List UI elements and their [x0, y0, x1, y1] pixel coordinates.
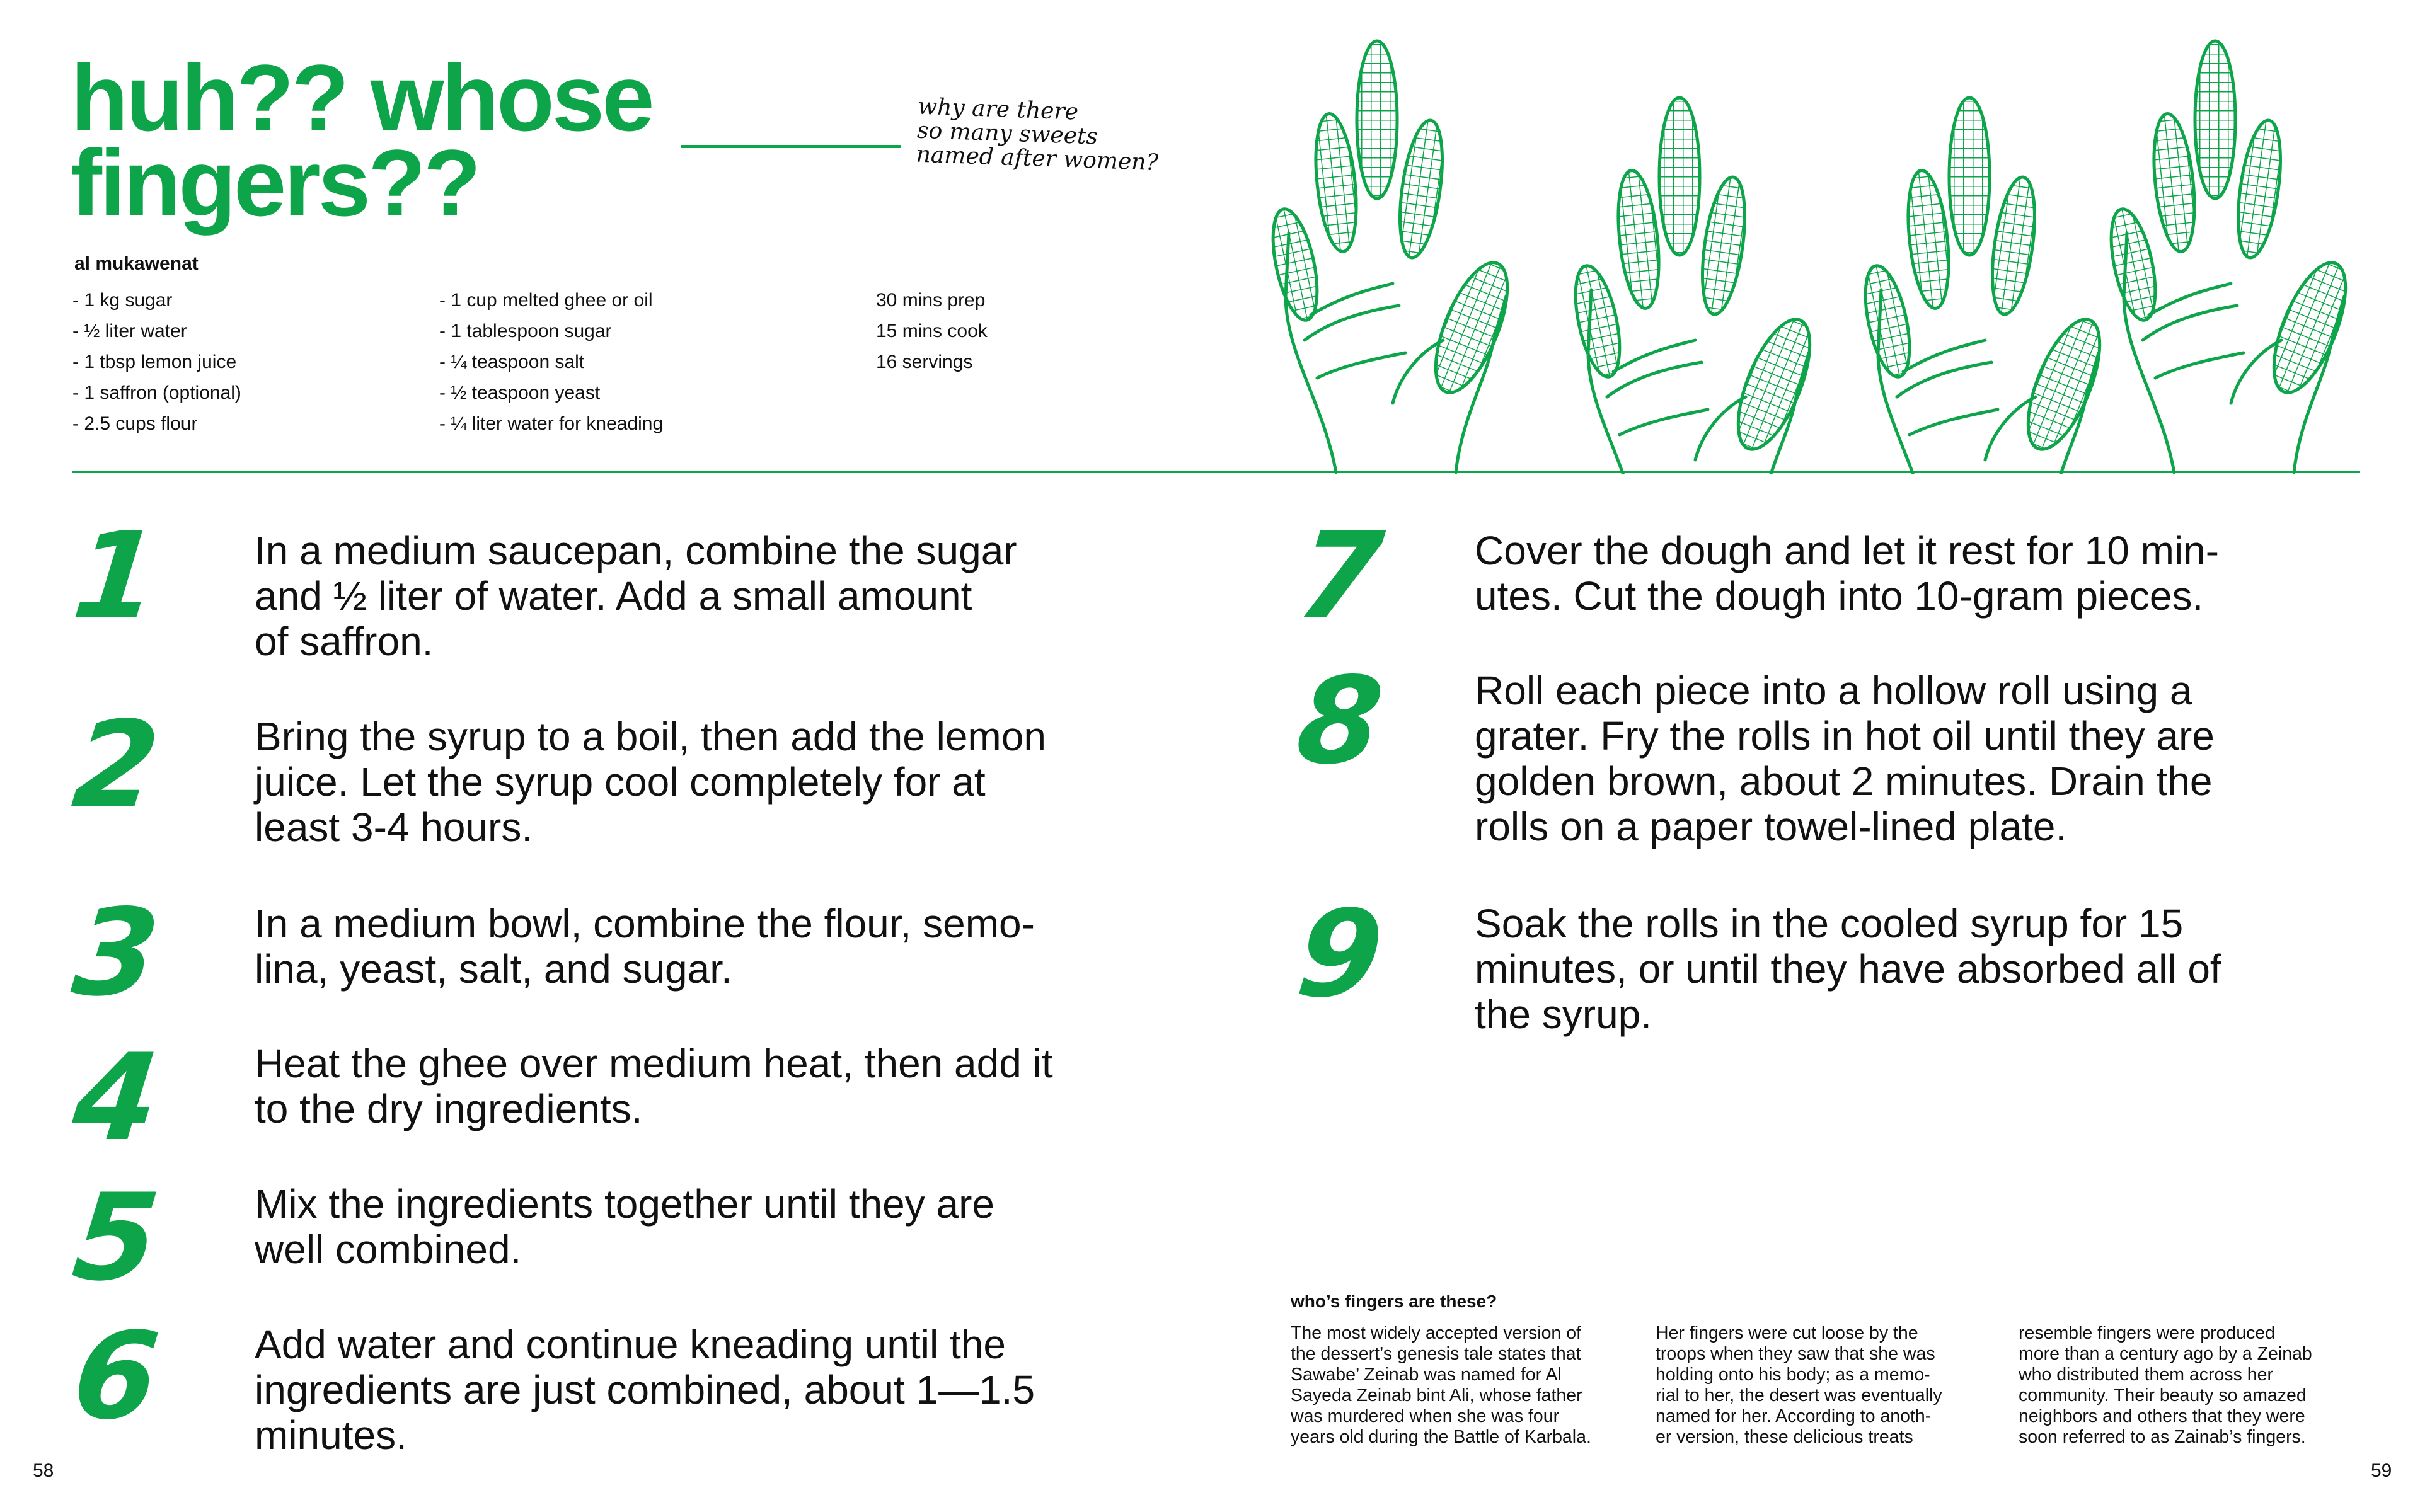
page-number-left: 58: [33, 1460, 54, 1481]
step-number: 3: [67, 883, 165, 1022]
step-line: Heat the ghee over medium heat, then add it: [255, 1041, 1053, 1086]
servings: 16 servings: [876, 352, 973, 372]
ingredients-column-1: [72, 285, 241, 439]
hand-icon: [1267, 41, 1522, 472]
ingredient-item: - 2.5 cups flour: [72, 413, 198, 434]
sidebar-line: soon referred to as Zainab’s fingers.: [2019, 1427, 2306, 1447]
title-line-2: fingers??: [71, 130, 479, 236]
step-line: golden brown, about 2 minutes. Drain the: [1475, 759, 2213, 804]
ingredient-item: - ½ teaspoon yeast: [439, 382, 601, 403]
handwritten-note: [916, 95, 1183, 176]
step-line: grater. Fry the rolls in hot oil until they are: [1475, 713, 2215, 759]
step-line: rolls on a paper towel-lined plate.: [1475, 804, 2067, 849]
sidebar-line: Her fingers were cut loose by the: [1656, 1323, 1918, 1343]
ingredient-item: - 1 tablespoon sugar: [439, 321, 612, 341]
step-line: minutes, or until they have absorbed all of: [1475, 946, 2221, 992]
sidebar-line: Sawabe’ Zeinab was named for Al: [1291, 1365, 1562, 1385]
sidebar-line: the dessert’s genesis tale states that: [1291, 1344, 1581, 1364]
step-line: the syrup.: [1475, 992, 1652, 1037]
sidebar-line: The most widely accepted version of: [1291, 1323, 1581, 1343]
prep-time: 30 mins prep: [876, 290, 986, 311]
sidebar-line: neighbors and others that they were: [2019, 1406, 2305, 1426]
step-line: least 3-4 hours.: [255, 805, 533, 850]
ingredient-item: - ¼ teaspoon salt: [439, 352, 585, 372]
recipe-name: al mukawenat: [74, 253, 199, 274]
step-number: 6: [67, 1307, 165, 1446]
sidebar-line: troops when they saw that she was: [1656, 1344, 1935, 1364]
sidebar-line: was murdered when she was four: [1291, 1406, 1560, 1426]
sidebar-line: years old during the Battle of Karbala.: [1291, 1427, 1591, 1447]
step-number: 1: [67, 507, 165, 646]
step-text: [255, 901, 1035, 992]
ingredient-item: - 1 kg sugar: [72, 290, 173, 311]
hands-illustration: [1267, 25, 2370, 474]
sidebar-line: more than a century ago by a Zeinab: [2019, 1344, 2312, 1364]
step-line: Bring the syrup to a boil, then add the lemon: [255, 714, 1046, 759]
handnote-line: named after women?: [916, 141, 1159, 176]
step-line: Soak the rolls in the cooled syrup for 15: [1475, 901, 2184, 946]
step-text: [255, 1041, 1053, 1131]
hand-icon: [2103, 41, 2360, 472]
sidebar-title: who’s fingers are these?: [1291, 1292, 1497, 1311]
step-text: [1475, 528, 2219, 619]
title-divider: [681, 145, 901, 148]
handnote-line: so many sweets: [916, 117, 1098, 150]
step-line: Cover the dough and let it rest for 10 min-: [1475, 528, 2220, 573]
step-line: well combined.: [255, 1227, 522, 1272]
sidebar-line: Sayeda Zeinab bint Ali, whose father: [1291, 1385, 1582, 1406]
sidebar-line: rial to her, the desert was eventually: [1656, 1385, 1942, 1406]
page-number-right: 59: [2371, 1460, 2392, 1481]
step-number: 7: [1291, 507, 1389, 646]
step-line: ingredients are just combined, about 1—1.5: [255, 1367, 1035, 1412]
ingredient-item: - ½ liter water: [72, 321, 187, 341]
step-number: 8: [1291, 651, 1389, 791]
step-number: 2: [67, 696, 165, 835]
step-line: In a medium bowl, combine the flour, semo-: [255, 901, 1035, 946]
step-line: Mix the ingredients together until they are: [255, 1181, 994, 1227]
step-line: Roll each piece into a hollow roll using a: [1475, 668, 2192, 713]
sidebar-line: who distributed them across her: [2019, 1365, 2273, 1385]
ingredient-item: - ¼ liter water for kneading: [439, 413, 664, 434]
step-text: [255, 1322, 1035, 1458]
title-line-1: huh?? whose: [71, 45, 652, 151]
ingredients-column-2: [439, 285, 663, 439]
step-line: and ½ liter of water. Add a small amount: [255, 573, 972, 619]
hand-icon: [1567, 98, 1824, 474]
section-divider: [72, 471, 2360, 473]
sidebar-column-1: [1291, 1323, 1644, 1448]
page-title: [71, 45, 676, 236]
step-line: juice. Let the syrup cool completely for at: [255, 759, 986, 805]
step-line: utes. Cut the dough into 10-gram pieces.: [1475, 573, 2204, 619]
sidebar-line: er version, these delicious treats: [1656, 1427, 1913, 1447]
step-line: to the dry ingredients.: [255, 1086, 643, 1131]
step-number: 9: [1291, 885, 1389, 1024]
ingredient-item: - 1 saffron (optional): [72, 382, 241, 403]
handnote-line: why are there: [917, 93, 1079, 125]
step-number: 5: [67, 1168, 165, 1307]
step-text: [1475, 668, 2215, 849]
sidebar-column-3: [2019, 1323, 2371, 1448]
step-line: of saffron.: [255, 619, 434, 664]
hand-icon: [1857, 98, 2114, 474]
step-line: In a medium saucepan, combine the sugar: [255, 528, 1017, 573]
sidebar-column-2: [1656, 1323, 2008, 1448]
step-number: 4: [67, 1028, 165, 1167]
ingredient-item: - 1 cup melted ghee or oil: [439, 290, 653, 311]
sidebar-line: holding onto his body; as a memo-: [1656, 1365, 1930, 1385]
step-text: [255, 528, 1017, 664]
sidebar-line: resemble fingers were produced: [2019, 1323, 2276, 1343]
recipe-meta: [876, 285, 988, 377]
step-text: [1475, 901, 2221, 1037]
ingredient-item: - 1 tbsp lemon juice: [72, 352, 237, 372]
step-line: lina, yeast, salt, and sugar.: [255, 946, 732, 992]
step-line: minutes.: [255, 1412, 407, 1458]
step-text: [255, 1181, 994, 1272]
cook-time: 15 mins cook: [876, 321, 988, 341]
step-line: Add water and continue kneading until the: [255, 1322, 1006, 1367]
sidebar-line: named for her. According to anoth-: [1656, 1406, 1932, 1426]
sidebar-line: community. Their beauty so amazed: [2019, 1385, 2307, 1406]
step-text: [255, 714, 1046, 850]
